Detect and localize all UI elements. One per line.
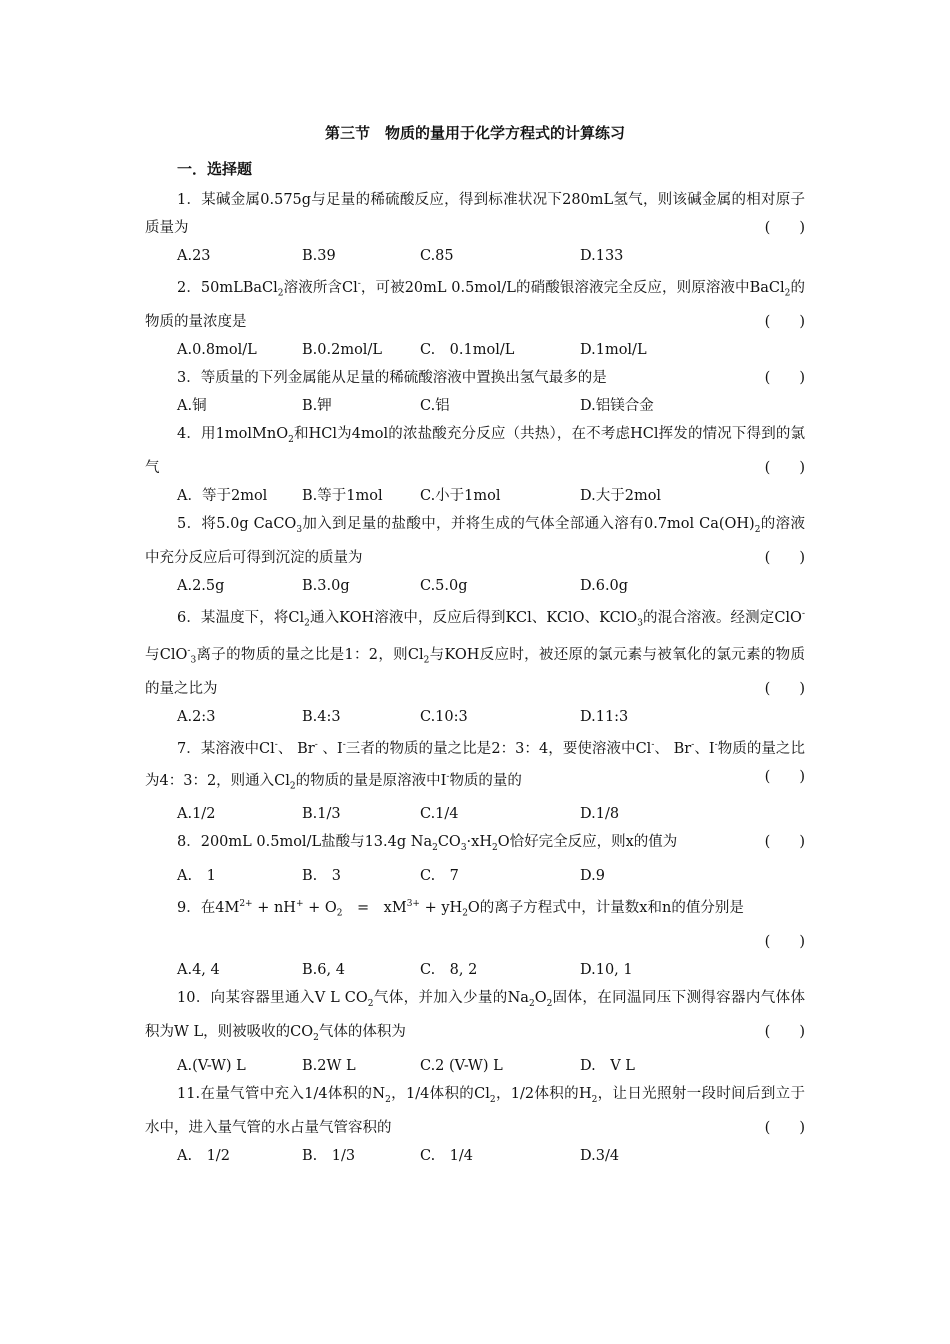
option-c: C.5.0g [420, 577, 468, 594]
option-b: B.1/3 [302, 806, 341, 823]
question-text: 10．向某容器里通入V L $CO_2$气体，并加入少量的$Na_2O_2$固体，在同温同压下测得容器内气体体积为W L，则被吸收的$CO_2$气体的体积为 ( ) [145, 984, 805, 1052]
options-row [145, 482, 805, 510]
option-b: B. 3 [302, 868, 341, 885]
option-a: A.4, 4 [177, 962, 220, 979]
question-text: 2．50mLBaCl$_2$溶液所含Cl-，可被20mL 0.5mol/L的硝酸银溶液完全反应，则原溶液中BaCl$_2$的物质的量浓度是 ( ) [145, 270, 805, 336]
question-text: 11.在量气管中充入1/4体积的$N_2$，1/4体积的$Cl_2$，1/2体积的$H_2$，让日光照射一段时间后到立于水中，进入量气管的水占量气管容积的 ( ) [145, 1080, 805, 1142]
options-row [145, 242, 805, 270]
option-d: D.3/4 [580, 1147, 620, 1164]
option-c: C. 0.1mol/L [420, 341, 515, 358]
answer-blank: ( ) [764, 220, 805, 236]
options-row [145, 703, 805, 731]
option-b: B.3.0g [302, 577, 350, 594]
option-c: C. 1/4 [420, 1147, 474, 1164]
question-text: 9．在$4M^{2+} + nH^+ + O_2$ = $xM^{3+} + yH_2O$的离子方程式中，计量数x和n的值分别是 ( ) [145, 890, 805, 956]
section-heading: 一．选择题 [177, 160, 253, 178]
option-a: A.23 [177, 248, 211, 264]
answer-blank: ( ) [764, 549, 805, 566]
options-row [145, 1052, 805, 1080]
answer-blank: ( ) [764, 834, 805, 851]
options-row [145, 862, 805, 890]
option-c: C.10:3 [420, 708, 468, 725]
question-7 [145, 731, 805, 829]
option-a: A. 1/2 [177, 1147, 230, 1164]
answer-blank: ( ) [764, 313, 805, 330]
option-b: B.等于1mol [302, 487, 383, 504]
option-d: D.1/8 [580, 806, 620, 823]
option-c: C.85 [420, 248, 454, 264]
answer-blank: ( ) [764, 1023, 805, 1040]
option-d: D.11:3 [580, 708, 629, 725]
options-row [145, 1142, 805, 1170]
option-b: B.4:3 [302, 708, 341, 725]
question-1 [145, 186, 805, 270]
option-c: C.铝 [420, 397, 450, 414]
option-c: C. 7 [420, 868, 459, 885]
option-b: B.6, 4 [302, 962, 345, 979]
option-d: D. V L [580, 1057, 635, 1074]
question-text: 5．将5.0g CaCO$_3$加入到足量的盐酸中，并将生成的气体全部通入溶有0.7mol $Ca(OH)_2$的溶液中充分反应后可得到沉淀的质量为 ( ) [145, 510, 805, 572]
question-11 [145, 1080, 805, 1170]
option-d: D.10, 1 [580, 962, 633, 979]
question-text: 7．某溶液中Cl-、 Br- 、I-三者的物质的量之比是2：3：4，要使溶液中Cl-、 Br-、I-物质的量之比为4：3：2，则通入$Cl_2$的物质的量是原溶液中I-物质的量的 ( ) [145, 739, 805, 792]
question-list [145, 186, 805, 1170]
question-text: 6．某温度下，将$Cl_2$通入KOH溶液中，反应后得到KCl、KClO、KClO$_3$的混合溶液。经测定ClO-与ClO-$_3$离子的物质的量之比是1：2，则$Cl_2$与KOH反应时，被还原的氯元素与被氧化的氯元素的物质的量之比为 ( ) [145, 600, 805, 703]
answer-blank: ( ) [764, 680, 805, 697]
options-row [145, 392, 805, 420]
question-10 [145, 984, 805, 1080]
question-2 [145, 270, 805, 364]
page-title: 第三节 物质的量用于化学方程式的计算练习 [324, 124, 625, 142]
option-d: D.133 [580, 248, 624, 264]
option-c: C. 8, 2 [420, 962, 478, 979]
question-text: 3．等质量的下列金属能从足量的稀硫酸溶液中置换出氢气最多的是 ( ) [145, 364, 805, 392]
option-d: D.1mol/L [580, 341, 647, 358]
option-b: B.39 [302, 248, 336, 264]
option-b: B.2W L [302, 1057, 356, 1074]
question-text: 1．某碱金属0.575g与足量的稀硫酸反应，得到标准状况下280mL氢气，则该碱金属的相对原子质量为 ( ) [145, 186, 805, 242]
options-row [145, 956, 805, 984]
question-3 [145, 364, 805, 420]
option-c: C.1/4 [420, 806, 459, 823]
option-a: A.1/2 [177, 806, 216, 823]
option-b: B.钾 [302, 397, 332, 414]
option-a: A．等于2mol [177, 487, 268, 504]
options-row [145, 800, 805, 828]
option-a: A.2:3 [177, 708, 216, 725]
question-4 [145, 420, 805, 510]
answer-blank: ( ) [764, 369, 805, 386]
option-a: A.铜 [177, 397, 207, 414]
option-d: D.铝镁合金 [580, 397, 654, 414]
answer-blank: ( ) [764, 768, 805, 785]
option-d: D.大于2mol [580, 487, 662, 504]
option-d: D.9 [580, 868, 605, 885]
options-row [145, 336, 805, 364]
option-a: A. 1 [177, 868, 216, 885]
question-text: 8．200mL 0.5mol/L盐酸与13.4g $Na_2CO_3\cdot xH_2O$恰好完全反应，则x的值为 ( ) [145, 828, 805, 862]
options-row [145, 572, 805, 600]
option-a: A.2.5g [177, 577, 225, 594]
option-b: B.0.2mol/L [302, 341, 382, 358]
question-9 [145, 890, 805, 984]
question-text: 4．用1molMnO$_2$和HCl为4mol的浓盐酸充分反应（共热），在不考虑HCl挥发的情况下得到的氯气 ( ) [145, 420, 805, 482]
question-6 [145, 600, 805, 731]
answer-blank: ( ) [764, 934, 805, 951]
option-c: C.小于1mol [420, 487, 501, 504]
option-c: C.2 (V-W) L [420, 1057, 503, 1074]
question-5 [145, 510, 805, 600]
option-a: A.(V-W) L [177, 1057, 246, 1074]
option-b: B. 1/3 [302, 1147, 356, 1164]
question-8 [145, 828, 805, 890]
option-a: A.0.8mol/L [177, 341, 257, 358]
answer-blank: ( ) [764, 459, 805, 476]
option-d: D.6.0g [580, 577, 629, 594]
document-page [145, 122, 805, 1170]
answer-blank: ( ) [764, 1119, 805, 1136]
